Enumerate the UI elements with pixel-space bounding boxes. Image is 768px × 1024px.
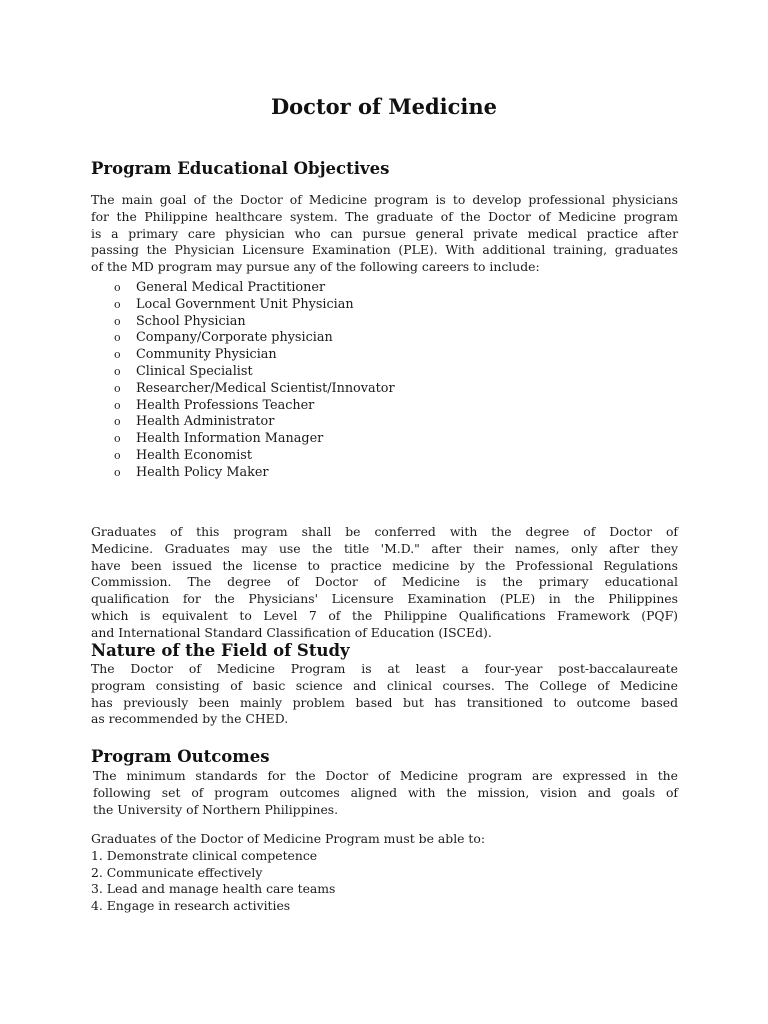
text-line: is a primary care physician who can pursue general private medical practice after [91, 225, 678, 241]
bullet-marker: o [114, 415, 121, 429]
outcome-item: 2. Communicate effectively [91, 864, 263, 880]
career-label: Company/Corporate physician [136, 330, 333, 346]
objectives-intro-paragraph [91, 192, 678, 276]
text-line: The minimum standards for the Doctor of Medicine program are expressed in the [93, 768, 678, 783]
career-list-item [91, 398, 678, 415]
bullet-marker: o [114, 448, 121, 462]
bullet-marker: o [114, 432, 121, 446]
text-line: Commission. The degree of Doctor of Medicine is the primary educational [91, 574, 678, 590]
career-label: Local Government Unit Physician [136, 296, 354, 312]
career-label: Health Information Manager [136, 431, 324, 447]
text-line: has previously been mainly problem based but has transitioned to outcome based [91, 694, 678, 710]
career-label: Health Administrator [136, 414, 275, 430]
text-line: of the MD program may pursue any of the following careers to include: [91, 259, 540, 275]
career-label: Health Professions Teacher [136, 397, 315, 413]
bullet-marker: o [114, 398, 121, 412]
degree-paragraph [91, 524, 678, 642]
outcomes-paragraph [93, 768, 678, 818]
outcome-item: 1. Demonstrate clinical competence [91, 847, 318, 863]
page-title: Doctor of Medicine [270, 94, 498, 119]
careers-list [91, 280, 678, 482]
bullet-marker: o [114, 281, 121, 294]
text-line: program consisting of basic science and clinical courses. The College of Medicine [91, 677, 678, 693]
career-list-item [91, 364, 678, 381]
nature-paragraph [91, 661, 678, 728]
text-line: Graduates of this program shall be conferred with the degree of Doctor of [91, 524, 678, 539]
text-line: following set of program outcomes aligned with the mission, vision and goals of [93, 784, 678, 800]
career-label: Health Policy Maker [136, 464, 269, 480]
section-heading-objectives: Program Educational Objectives [91, 159, 390, 178]
career-list-item [91, 330, 678, 347]
text-line: as recommended by the CHED. [91, 711, 289, 727]
outcome-item: 3. Lead and manage health care teams [91, 881, 336, 897]
career-list-item [91, 314, 678, 331]
career-list-item [91, 431, 678, 448]
career-label: General Medical Practitioner [136, 280, 326, 295]
bullet-marker: o [114, 348, 121, 362]
career-list-item [91, 465, 678, 482]
career-label: Researcher/Medical Scientist/Innovator [136, 380, 395, 396]
text-line: and International Standard Classification of Education (ISCEd). [91, 624, 492, 640]
bullet-marker: o [114, 297, 121, 311]
text-line: qualification for the Physicians' Licensure Examination (PLE) in the Philippines [91, 591, 678, 607]
career-list-item [91, 297, 678, 314]
career-list-item [91, 280, 678, 297]
text-line: have been issued the license to practice medicine by the Professional Regulations [91, 557, 678, 573]
outcomes-list [91, 831, 678, 915]
section-heading-nature: Nature of the Field of Study [91, 641, 350, 660]
career-label: Health Economist [136, 447, 253, 463]
outcomes-lead: Graduates of the Doctor of Medicine Program must be able to: [91, 831, 486, 846]
bullet-marker: o [114, 364, 121, 378]
outcome-item: 4. Engage in research activities [91, 898, 291, 914]
career-label: School Physician [136, 313, 246, 329]
career-list-item [91, 414, 678, 431]
career-list-item [91, 381, 678, 398]
text-line: which is equivalent to Level 7 of the Philippine Qualifications Framework (PQF) [91, 607, 678, 623]
text-line: The main goal of the Doctor of Medicine program is to develop professional physicians [91, 192, 678, 207]
text-line: The Doctor of Medicine Program is at least a four-year post-baccalaureate [91, 661, 678, 676]
bullet-marker: o [114, 314, 121, 328]
bullet-marker: o [114, 381, 121, 395]
career-list-item [91, 347, 678, 364]
career-label: Clinical Specialist [136, 363, 253, 379]
section-heading-outcomes: Program Outcomes [91, 747, 270, 766]
text-line: for the Philippine healthcare system. The graduate of the Doctor of Medicine program [91, 208, 678, 224]
text-line: passing the Physician Licensure Examination (PLE). With additional training, graduates [91, 242, 678, 258]
text-line: Medicine. Graduates may use the title 'M.D." after their names, only after they [91, 540, 678, 556]
career-label: Community Physician [136, 347, 277, 363]
bullet-marker: o [114, 331, 121, 345]
bullet-marker: o [114, 465, 121, 479]
career-list-item [91, 448, 678, 465]
text-line: the University of Northern Philippines. [93, 801, 339, 817]
